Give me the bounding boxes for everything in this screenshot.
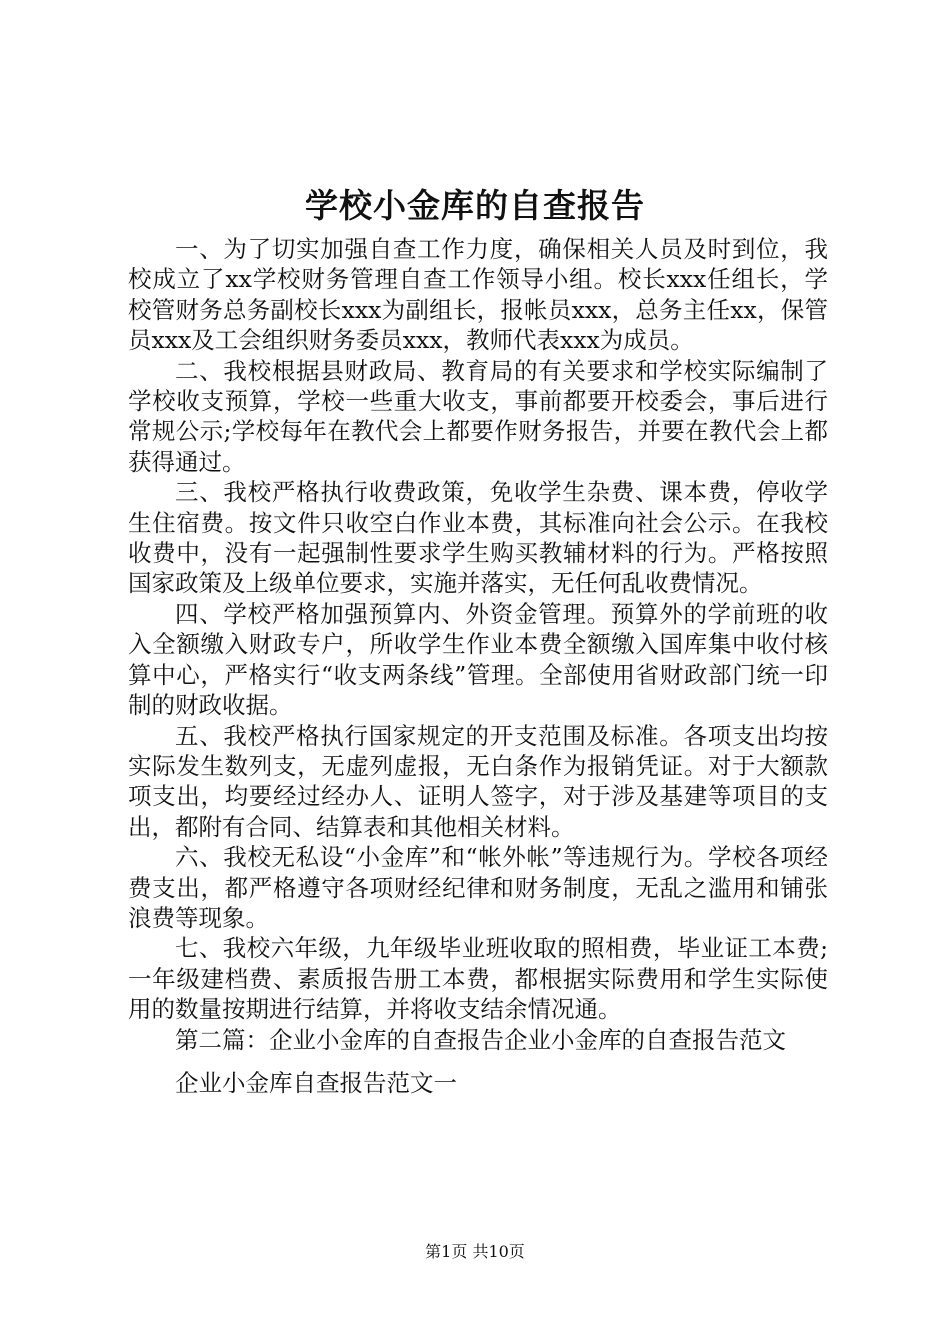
paragraph-6: 六、我校无私设“小金库”和“帐外帐”等违规行为。学校各项经费支出，都严格遵守各项财经纪律和财务制度，无乱之滥用和铺张浪费等现象。 [128, 843, 828, 932]
document-title: 学校小金库的自查报告 [305, 186, 645, 225]
document-body [128, 234, 828, 1098]
page-number-footer: 第1页 共10页 [425, 1242, 525, 1261]
paragraph-2: 二、我校根据县财政局、教育局的有关要求和学校实际编制了学校收支预算，学校一些重大收支，事前都要开校委会，事后进行常规公示;学校每年在教代会上都要作财务报告，并要在教代会上都获得通过。 [128, 356, 828, 476]
paragraph-5: 五、我校严格执行国家规定的开支范围及标准。各项支出均按实际发生数列支，无虚列虚报，无白条作为报销凭证。对于大额款项支出，均要经过经办人、证明人签字，对于涉及基建等项目的支出，都附有合同、结算表和其他相关材料。 [128, 721, 828, 841]
paragraph-4: 四、学校严格加强预算内、外资金管理。预算外的学前班的收入全额缴入财政专户，所收学生作业本费全额缴入国库集中收付核算中心，严格实行“收支两条线”管理。全部使用省财政部门统一印制的财政收据。 [128, 599, 828, 720]
paragraph-7: 七、我校六年级，九年级毕业班收取的照相费，毕业证工本费;一年级建档费、素质报告册工本费，都根据实际费用和学生实际使用的数量按期进行结算，并将收支结余情况通。 [128, 934, 828, 1024]
paragraph-3: 三、我校严格执行收费政策，免收学生杂费、课本费，停收学生住宿费。按文件只收空白作业本费，其标准向社会公示。在我校收费中，没有一起强制性要求学生购买教辅材料的行为。严格按照国家政策及上级单位要求，实施并落实，无任何乱收费情况。 [128, 478, 828, 598]
subheading-sample-one: 企业小金库自查报告范文一 [175, 1068, 457, 1097]
section-heading-part-two: 第二篇：企业小金库的自查报告企业小金库的自查报告范文 [175, 1025, 786, 1054]
paragraph-1: 一、为了切实加强自查工作力度，确保相关人员及时到位，我校成立了xx学校财务管理自查工作领导小组。校长xxx任组长，学校管财务总务副校长xxx为副组长，报帐员xxx，总务主任xx，保管员xxx及工会组织财务委员xxx，教师代表xxx为成员。 [128, 235, 828, 355]
